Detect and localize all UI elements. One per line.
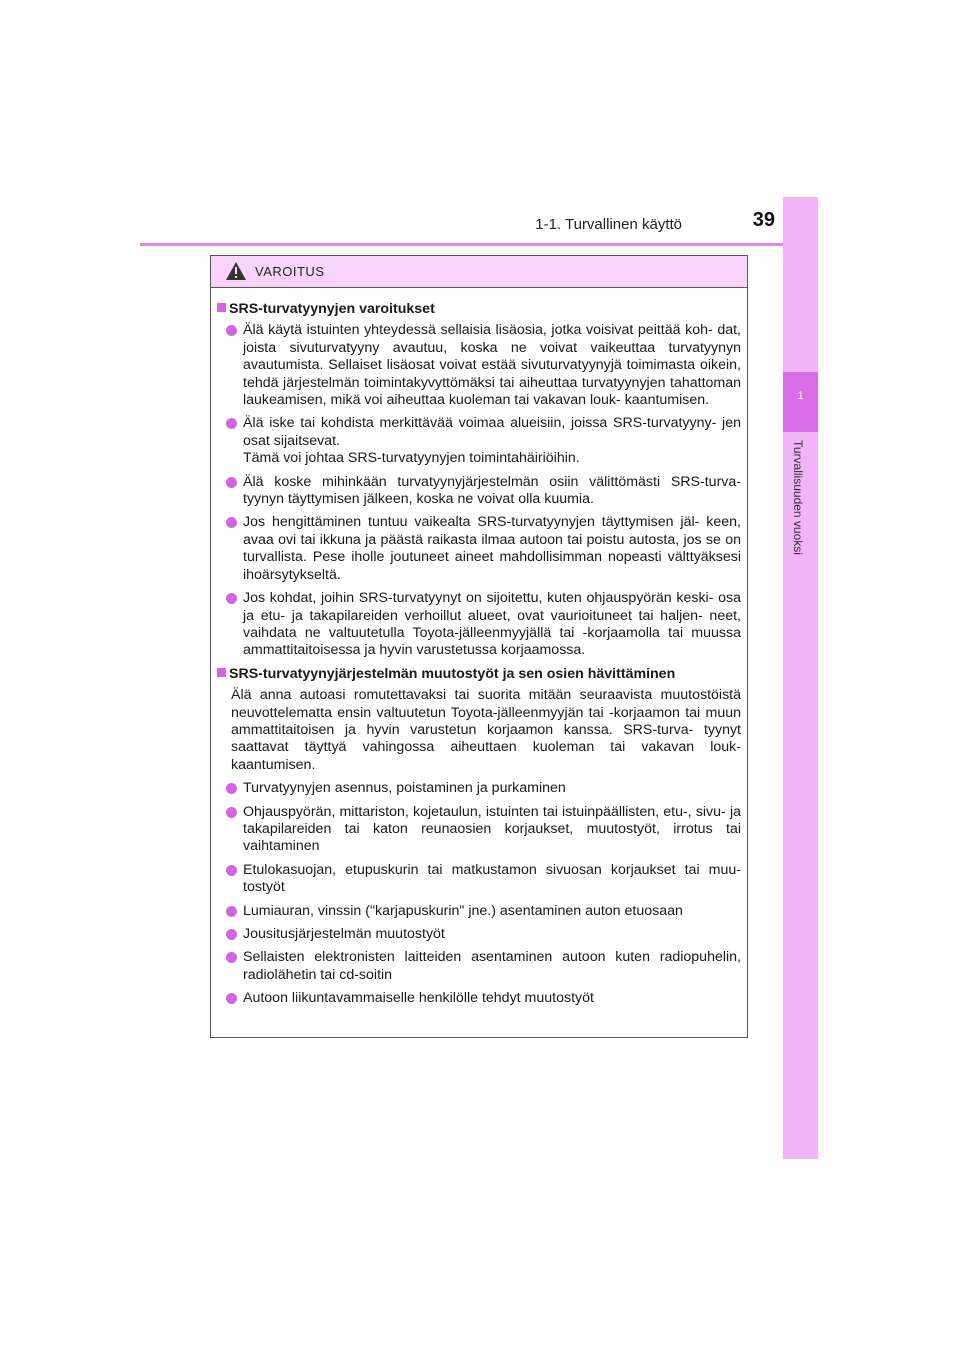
list-item: Jos hengittäminen tuntuu vaikealta SRS-turvatyynyjen täyttymisen jäl- keen, avaa ovi tai ikkuna ja päästä raikasta ilmaa autoon tai poistu autosta, jos se on turvallista. Pese iholle joutuneet aineet mahdollisimman nopeasti välttyäksesi ihoärsytykseltä.	[217, 514, 741, 584]
list-item: Etulokasuojan, etupuskurin tai matkustamon sivuosan korjaukset tai muu- tostyöt	[217, 862, 741, 897]
warning-box	[210, 255, 748, 1038]
bullet-icon	[226, 418, 237, 429]
bullet-icon	[226, 517, 237, 528]
bullet-icon	[226, 929, 237, 940]
bullet-icon	[226, 906, 237, 917]
warning-title: VAROITUS	[255, 264, 325, 279]
bullet-icon	[226, 593, 237, 604]
list-item: Ohjauspyörän, mittariston, kojetaulun, istuinten tai istuinpäällisten, etu-, sivu- ja takapilareiden tai katon reunaosien korjaukset, muutostyöt, irrotus tai vaihtaminen	[217, 804, 741, 856]
list-item: Älä koske mihinkään turvatyynyjärjestelmän osiin välittömästi SRS-turva- tyynyn täyttymisen jälkeen, koska ne voivat olla kuumia.	[217, 474, 741, 509]
warning-triangle-icon	[225, 261, 247, 286]
chapter-number: 1	[797, 390, 804, 402]
list-item: Sellaisten elektronisten laitteiden asentaminen autoon kuten radiopuhelin, radiolähetin tai cd-soitin	[217, 949, 741, 984]
list-item: Lumiauran, vinssin ("karjapuskurin" jne.) asentaminen auton etuosaan	[217, 903, 741, 920]
bullet-icon	[226, 952, 237, 963]
chapter-title: Turvallisuuden vuoksi	[791, 440, 805, 555]
bullet-icon	[226, 807, 237, 818]
section-title-modifications: SRS-turvatyynyjärjestelmän muutostyöt ja sen osien hävittäminen	[217, 666, 741, 683]
bullet-icon	[226, 477, 237, 488]
list-item: Älä iske tai kohdista merkittävää voimaa alueisiin, joissa SRS-turvatyyny- jen osat sijaitsevat. Tämä voi johtaa SRS-turvatyynyjen toimintahäiriöihin.	[217, 415, 741, 467]
section-title-srs-warnings: SRS-turvatyynyjen varoitukset	[217, 301, 741, 318]
list-item: Autoon liikuntavammaiselle henkilölle tehdyt muutostyöt	[217, 990, 741, 1007]
section-header: 1-1. Turvallinen käyttö	[535, 216, 682, 233]
warning-header	[211, 256, 747, 288]
chapter-side-tab	[783, 197, 818, 1159]
bullet-icon	[226, 325, 237, 336]
square-bullet-icon	[217, 303, 226, 312]
bullet-icon	[226, 865, 237, 876]
list-item: Turvatyynyjen asennus, poistaminen ja purkaminen	[217, 780, 741, 797]
section-intro: Älä anna autoasi romutettavaksi tai suorita mitään seuraavista muutostöistä neuvottelematta ensin valtuutetun Toyota-jälleenmyyjän tai -korjaamon tai muun ammattitaitoisen ja hyvin varustetun korjaamon kanssa. SRS-turva- tyynyt saattavat täyttyä vahingossa aiheuttaen kuoleman tai vakavan louk- kaantumisen.	[231, 687, 741, 773]
list-item: Jousitusjärjestelmän muutostyöt	[217, 926, 741, 943]
square-bullet-icon	[217, 668, 226, 677]
chapter-tab-active	[783, 372, 818, 432]
warning-body	[211, 288, 747, 1008]
list-item: Jos kohdat, joihin SRS-turvatyynyt on sijoitettu, kuten ohjauspyörän keski- osa ja etu- ja takapilareiden verhoillut alueet, ovat vaurioituneet tai haljen- neet, vaihdata ne valtuutetulla Toyota-jälleenmyyjällä tai -korjaamolla tai muussa ammattitaitoisessa ja hyvin varustetussa korjaamossa.	[217, 590, 741, 660]
bullet-icon	[226, 993, 237, 1004]
header-rule	[140, 243, 818, 246]
bullet-icon	[226, 783, 237, 794]
list-item: Älä käytä istuinten yhteydessä sellaisia lisäosia, jotka voisivat peittää koh- dat, joista sivuturvatyyny avautuu, koska ne voivat vaikeuttaa turvatyynyn avautumista. Sellaiset lisäosat voivat estää sivuturvatyynyjä toimimasta oikein, tehdä järjestelmän toimintakyvyttömäksi tai aiheuttaa turvatyynyjen tahattoman laukeamisen, mikä voi aiheuttaa kuoleman tai vakavan louk- kaantumisen.	[217, 322, 741, 409]
page-number: 39	[752, 209, 775, 231]
